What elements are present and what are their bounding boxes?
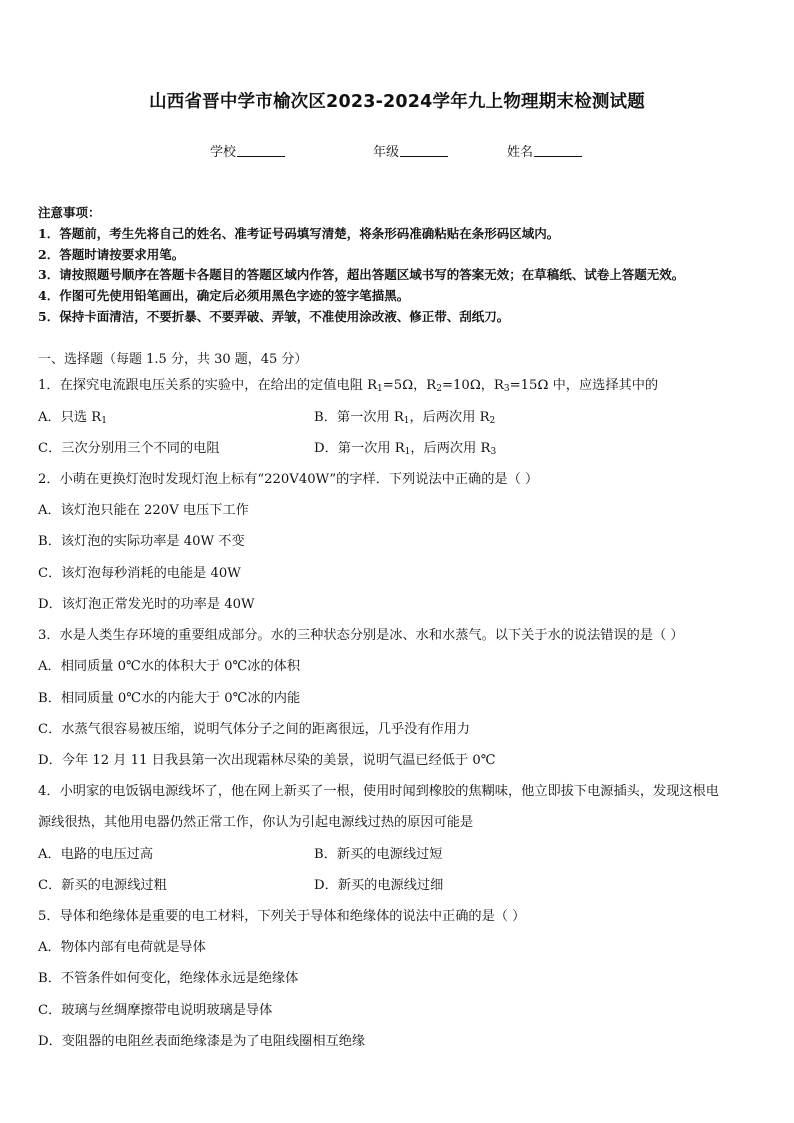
notice-heading: 注意事项： — [38, 205, 101, 220]
section-title: 一、选择题（每题 1.5 分，共 30 题，45 分） — [38, 352, 308, 367]
question-3-option-d[interactable]: D．今年 12 月 11 日我县第一次出现霜林尽染的美景，说明气温已经低于 0℃ — [38, 753, 496, 768]
question-3-stem: 3．水是人类生存环境的重要组成部分。水的三种状态分别是冰、水和水蒸气。以下关于水的说法错误的是（ ） — [38, 628, 684, 643]
question-1-stem: 1．在探究电流跟电压关系的实验中，在给出的定值电阻 $R_1=5\Omega$，$R_2=10\Omega$，$R_3=15\Omega$ 中，应选择其中的 — [38, 378, 659, 394]
question-4-stem-line-1: 4．小明家的电饭锅电源线坏了，他在网上新买了一根，使用时闻到橡胶的焦糊味，他立即拔下电源插头，发现这根电 — [38, 784, 719, 799]
question-4-option-c[interactable]: C．新买的电源线过粗 — [38, 878, 167, 893]
notice-item: 1．答题前，考生先将自己的姓名、准考证号码填写清楚，将条形码准确粘贴在条形码区域内。 — [38, 226, 560, 241]
question-1-option-c[interactable]: C．三次分别用三个不同的电阻 — [38, 441, 220, 456]
question-1-option-d[interactable]: D．第一次用 $R_1$，后两次用 $R_3$ — [314, 441, 497, 457]
question-2-option-d[interactable]: D．该灯泡正常发光时的功率是 40W — [38, 597, 255, 612]
question-5-option-d[interactable]: D．变阻器的电阻丝表面绝缘漆是为了电阻线圈相互绝缘 — [38, 1034, 366, 1049]
school-blank[interactable] — [237, 144, 285, 157]
question-4-option-d[interactable]: D．新买的电源线过细 — [314, 878, 444, 893]
question-5-option-b[interactable]: B．不管条件如何变化，绝缘体永远是绝缘体 — [38, 971, 299, 986]
question-4-stem-line-2: 源线很热，其他用电器仍然正常工作，你认为引起电源线过热的原因可能是 — [38, 815, 474, 830]
notice-item: 2．答题时请按要求用笔。 — [38, 247, 185, 262]
grade-label: 年级 — [373, 145, 400, 160]
name-blank[interactable] — [534, 144, 582, 157]
name-label: 姓名 — [507, 145, 534, 160]
question-2-option-a[interactable]: A．该灯泡只能在 220V 电压下工作 — [38, 503, 249, 518]
question-1-option-a[interactable]: A．只选 $R_1$ — [38, 410, 107, 426]
school-label: 学校 — [210, 145, 237, 160]
question-2-stem: 2．小萌在更换灯泡时发现灯泡上标有“220V40W”的字样．下列说法中正确的是（ ） — [38, 472, 539, 487]
page-title: 山西省晋中学市榆次区2023-2024学年九上物理期末检测试题 — [149, 92, 645, 112]
grade-field — [373, 141, 448, 160]
question-4-option-b[interactable]: B．新买的电源线过短 — [314, 847, 443, 862]
notice-item: 4．作图可先使用铅笔画出，确定后必须用黑色字迹的签字笔描黑。 — [38, 288, 410, 303]
question-4-option-a[interactable]: A．电路的电压过高 — [38, 847, 154, 862]
question-3-option-c[interactable]: C．水蒸气很容易被压缩，说明气体分子之间的距离很远，几乎没有作用力 — [38, 722, 471, 737]
question-5-option-a[interactable]: A．物体内部有电荷就是导体 — [38, 940, 206, 955]
question-2-option-c[interactable]: C．该灯泡每秒消耗的电能是 40W — [38, 566, 241, 581]
notice-item: 3．请按照题号顺序在答题卡各题目的答题区域内作答，超出答题区域书写的答案无效；在草稿纸、试卷上答题无效。 — [38, 267, 685, 282]
question-3-option-a[interactable]: A．相同质量 0℃水的体积大于 0℃冰的体积 — [38, 659, 301, 674]
question-1-option-b[interactable]: B．第一次用 $R_1$，后两次用 $R_2$ — [314, 410, 496, 426]
question-5-option-c[interactable]: C．玻璃与丝绸摩擦带电说明玻璃是导体 — [38, 1003, 273, 1018]
question-5-stem: 5．导体和绝缘体是重要的电工材料，下列关于导体和绝缘体的说法中正确的是（ ） — [38, 909, 526, 924]
notice-item: 5．保持卡面清洁，不要折暴、不要弄破、弄皱，不准使用涂改液、修正带、刮纸刀。 — [38, 309, 510, 324]
question-2-option-b[interactable]: B．该灯泡的实际功率是 40W 不变 — [38, 534, 245, 549]
grade-blank[interactable] — [400, 144, 448, 157]
question-3-option-b[interactable]: B．相同质量 0℃水的内能大于 0℃冰的内能 — [38, 691, 301, 706]
school-field — [210, 141, 285, 160]
name-field — [507, 141, 582, 160]
